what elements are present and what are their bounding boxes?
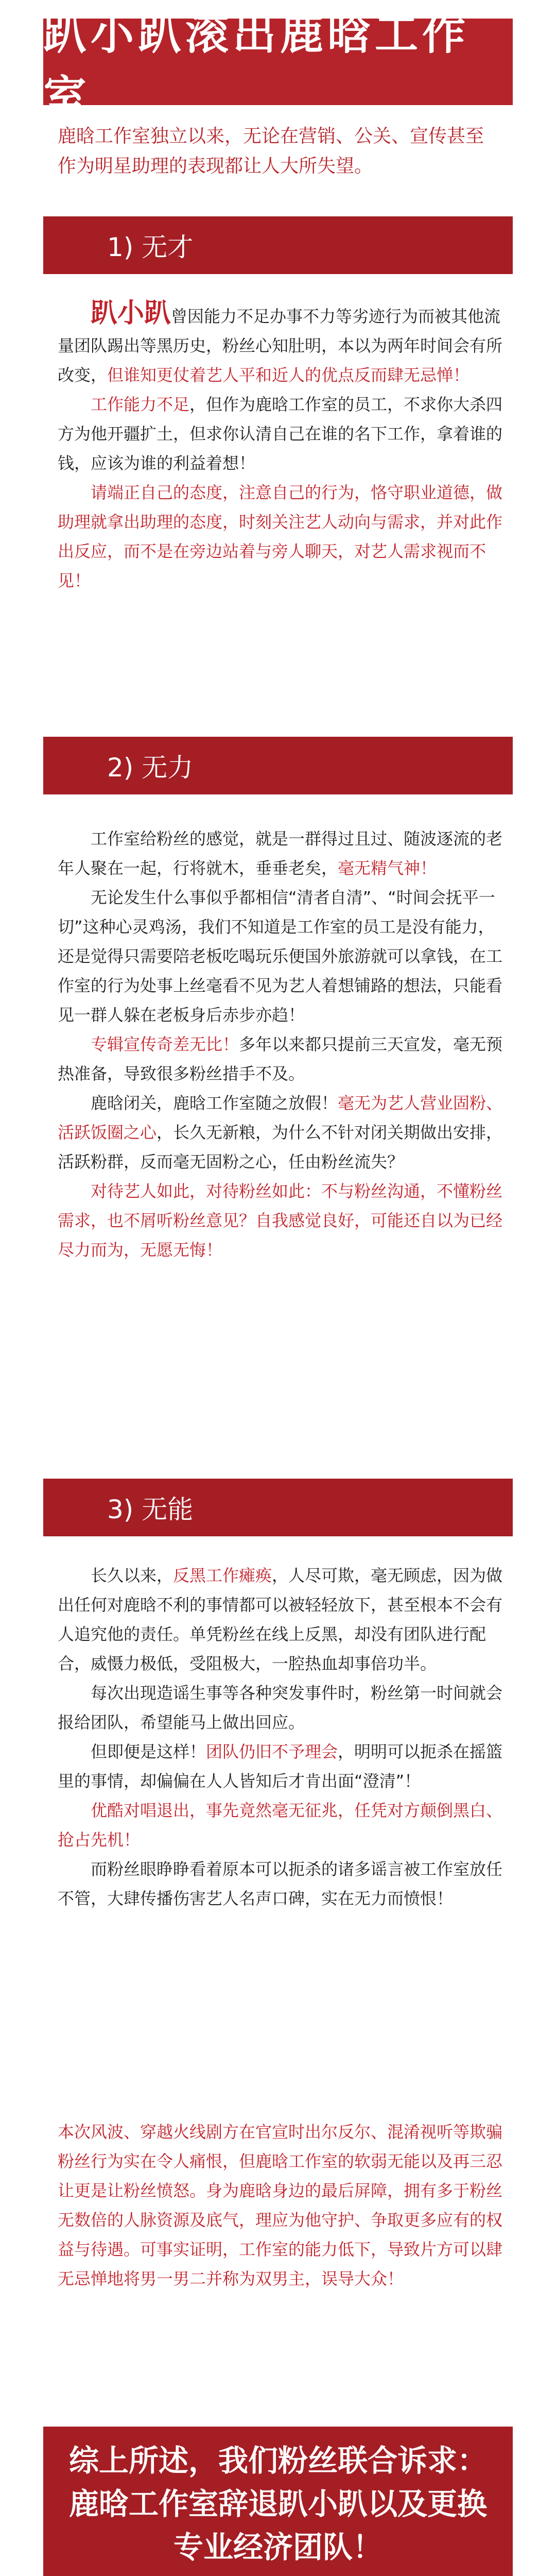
paragraph <box>58 1089 505 1177</box>
conclusion-line: 专业经济团队！ <box>173 2530 383 2565</box>
section-label-2: 2) 无力 <box>107 753 194 783</box>
highlight-text: 专辑宣传奇差无比！ <box>91 1035 239 1054</box>
highlight-text: 毫无精气神！ <box>338 858 437 878</box>
paragraph: 对待艺人如此，对待粉丝如此：不与粉丝沟通，不懂粉丝需求，也不屑听粉丝意见？自我感觉良好，可能还自以为已经尽力而为，无愿无悔！ <box>58 1181 503 1260</box>
section-body-3 <box>58 1561 505 1913</box>
paragraph <box>58 299 505 390</box>
paragraph <box>58 1737 505 1796</box>
section-body-2 <box>58 824 505 1265</box>
paragraph: 而粉丝眼睁睁看着原本可以扼杀的诸多谣言被工作室放任不管，大肆传播伤害艺人名声口碑，实在无力而愤恨！ <box>58 1859 503 1908</box>
text: 鹿晗闭关，鹿晗工作室随之放假！ <box>91 1093 338 1113</box>
section-body-1 <box>58 299 505 596</box>
closing-paragraph-block <box>58 2117 505 2294</box>
text: 多年以来都只提前三天宣发，毫无预热准备，导致很多粉丝措手不及。 <box>58 1035 503 1083</box>
text: 曾因能力不足办事不力等劣迹行为而被其他流量团队踢出等黑历史，粉丝心知肚明，本以为两年时间会有所改变， <box>58 307 503 385</box>
highlight-text: 团队仍旧不予理会 <box>206 1742 338 1761</box>
conclusion-banner <box>43 2427 513 2576</box>
page-title: 趴小趴滚出鹿晗工作室 <box>43 9 470 122</box>
conclusion-line: 综上所述，我们粉丝联合诉求： <box>68 2443 487 2478</box>
paragraph: 优酷对唱退出，事先竟然毫无征兆，任凭对方颠倒黑白、抢占先机！ <box>58 1801 503 1850</box>
paragraph: 无论发生什么事似乎都相信“清者自清”、“时间会抚平一切”这种心灵鸡汤，我们不知道是工作室的员工是没有能力，还是觉得只需要陪老板吃喝玩乐便国外旅游就可以拿钱，在工作室的行为处事上丝毫看不见为艺人着想铺路的想法，只能看见一群人躲在老板身后赤步亦趋！ <box>58 888 503 1025</box>
text: 长久以来， <box>91 1566 173 1585</box>
page-title-banner <box>43 9 513 122</box>
section-header-3 <box>43 1479 513 1536</box>
highlight-text: 反黑工作瘫痪 <box>173 1566 272 1585</box>
highlight-text: 但谁知更仗着艺人平和近人的优点反而肆无忌惮！ <box>107 365 470 385</box>
paragraph: 每次出现造谣生事等各种突发事件时，粉丝第一时间就会报给团队，希望能马上做出回应。 <box>58 1683 503 1732</box>
text: ，但作为鹿晗工作室的员工，不求你大杀四方为他开疆扩土，但求你认清自己在谁的名下工作，拿着谁的钱，应该为谁的利益着想！ <box>58 395 503 473</box>
text: ，长久无新粮，为什么不针对闭关期做出安排，活跃粉群，反而毫无固粉之心，任由粉丝流失？ <box>58 1123 503 1172</box>
paragraph: 请端正自己的态度，注意自己的行为，恪守职业道德，做助理就拿出助理的态度，时刻关注艺人动向与需求，并对此作出反应，而不是在旁边站着与旁人聊天，对艺人需求视而不见！ <box>58 483 503 590</box>
conclusion-line: 鹿晗工作室辞退趴小趴以及更换 <box>68 2486 487 2521</box>
intro-paragraph: 鹿晗工作室独立以来，无论在营销、公关、宣传甚至作为明星助理的表现都让人大所失望。 <box>58 126 484 177</box>
text: ，人尽可欺，毫无顾虑，因为做出任何对鹿晗不利的事情都可以被轻轻放下，甚至根本不会有人追究他的责任。单凭粉丝在线上反黑，却没有团队进行配合，威慑力极低，受阻极大，一腔热血却事倍功半。 <box>58 1566 503 1673</box>
paragraph <box>58 824 505 883</box>
highlight-name: 趴小趴 <box>91 298 171 329</box>
text: ，明明可以扼杀在摇篮里的事情，却偏偏在人人皆知后才肯出面“澄清”！ <box>58 1742 503 1791</box>
section-label-1: 1) 无才 <box>107 232 194 262</box>
section-header-2 <box>43 737 513 794</box>
section-header-1 <box>43 216 513 274</box>
paragraph <box>58 390 505 478</box>
paragraph: 本次风波、穿越火线剧方在官宣时出尔反尔、混淆视听等欺骗粉丝行为实在令人痛恨，但鹿晗工作室的软弱无能以及再三忍让更是让粉丝愤怒。身为鹿晗身边的最后屏障，拥有多于粉丝无数倍的人脉资源及底气，理应为他守护、争取更多应有的权益与待遇。可事实证明，工作室的能力低下，导致片方可以肆无忌惮地将男一男二并称为双男主，误导大众！ <box>58 2122 503 2289</box>
section-label-3: 3) 无能 <box>107 1495 194 1524</box>
paragraph <box>58 1561 505 1679</box>
highlight-text: 工作能力不足 <box>91 395 190 414</box>
text: 但即便是这样！ <box>91 1742 206 1761</box>
paragraph <box>58 1030 505 1089</box>
highlight-text: 毫无为艺人营业固粉、活跃饭圈之心 <box>58 1093 503 1142</box>
text: 工作室给粉丝的感觉，就是一群得过且过、随波逐流的老年人聚在一起，行将就木，垂垂老矣， <box>58 829 503 878</box>
